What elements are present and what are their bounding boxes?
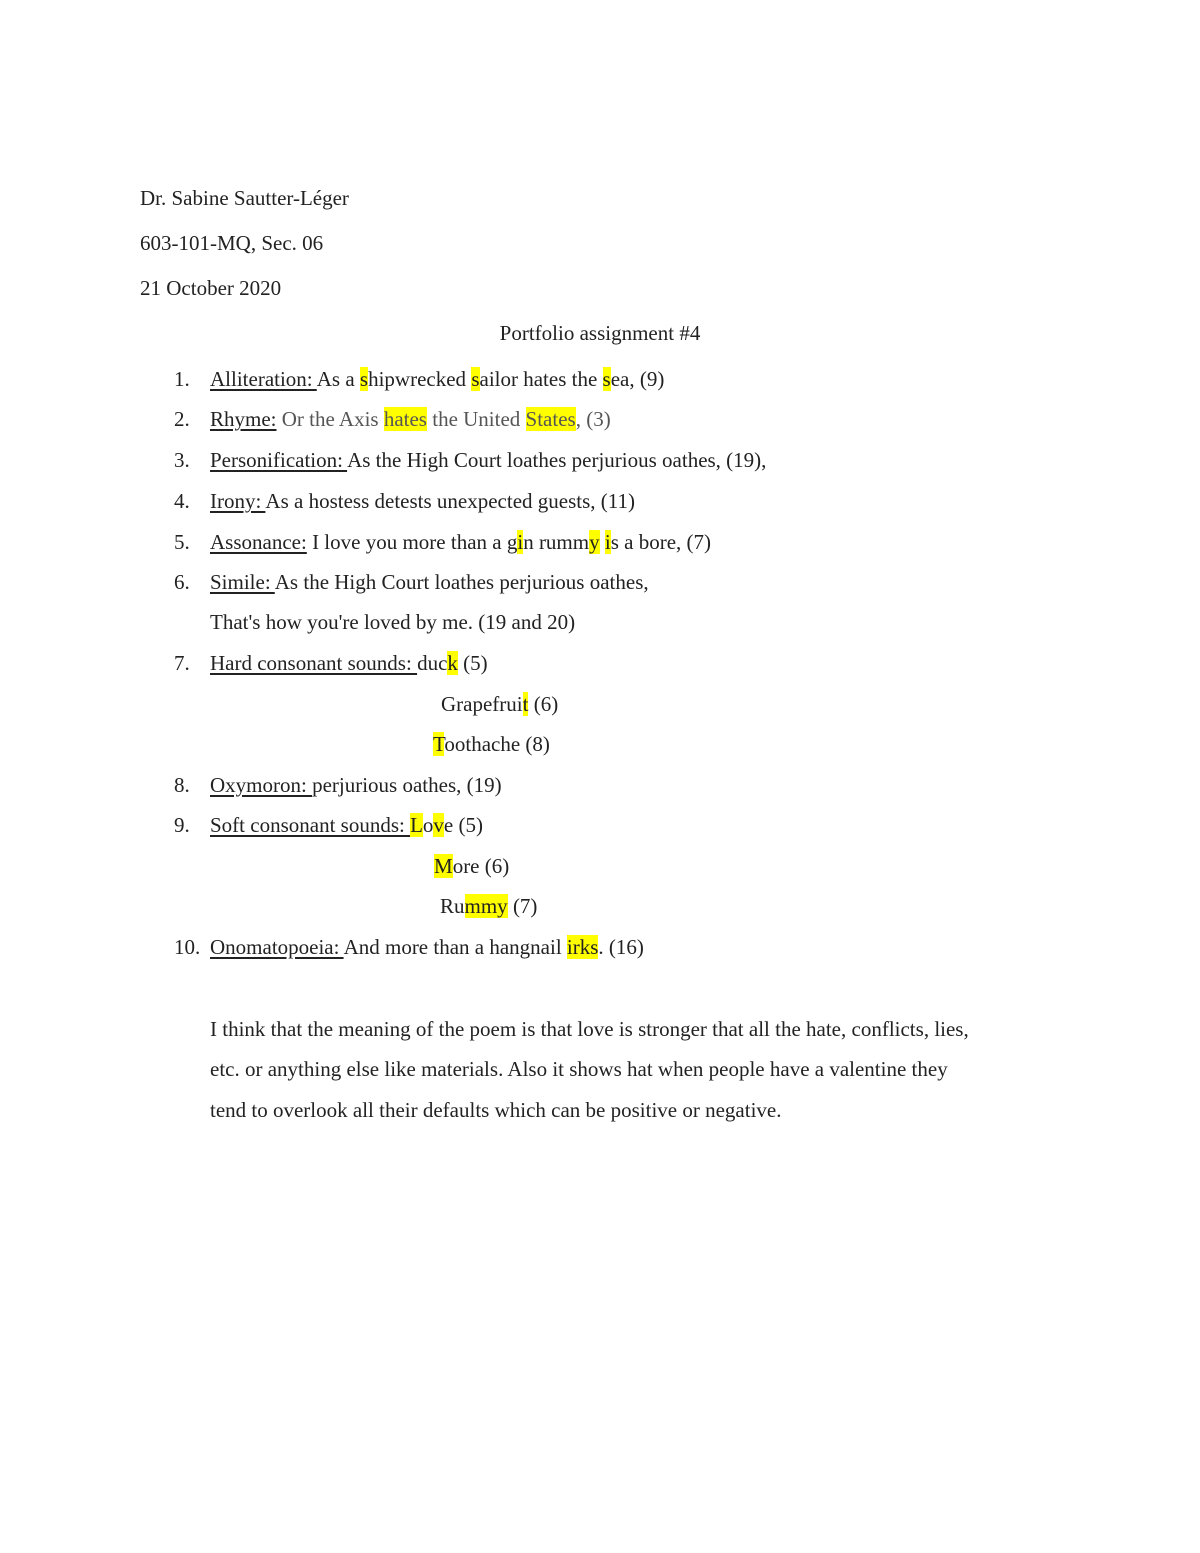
item-text: As the High Court loathes perjurious oathes, [274, 570, 649, 594]
item-text: , (3) [575, 407, 611, 431]
item-term: Onomatopoeia: [210, 935, 344, 959]
highlight: mmy [464, 894, 508, 918]
highlight: L [410, 813, 423, 837]
item-number: 7. [174, 651, 190, 675]
soft-consonant-example [434, 853, 509, 879]
page-title: Portfolio assignment #4 [499, 321, 701, 345]
item-text: duc [417, 651, 448, 675]
item-text: the United [426, 407, 526, 431]
simile-continuation: That's how you're loved by me. (19 and 20) [210, 610, 576, 634]
paragraph-line: etc. or anything else like materials. Also it shows hat when people have a valentine they [210, 1057, 948, 1081]
item-number: 6. [174, 570, 190, 594]
item-number: 5. [174, 530, 190, 554]
highlight: States [525, 407, 576, 431]
highlight: irks [566, 935, 599, 959]
item-term: Soft consonant sounds: [210, 813, 411, 837]
highlight: M [434, 854, 453, 878]
item-text: perjurious oathes, (19) [312, 773, 502, 797]
item-text: Or the Axis [276, 407, 384, 431]
paragraph-line: tend to overlook all their defaults which can be positive or negative. [210, 1098, 782, 1122]
hard-consonant-example [433, 731, 550, 757]
item-text: As a hostess detests unexpected guests, (11) [265, 489, 635, 513]
document-date: 21 October 2020 [140, 276, 282, 300]
item-text: I love you more than a g [306, 530, 518, 554]
item-number: 8. [174, 773, 190, 797]
item-text: oothache (8) [444, 732, 550, 756]
item-text: And more than a hangnail [343, 935, 567, 959]
item-term: Oxymoron: [210, 773, 313, 797]
item-text: (6) [528, 692, 559, 716]
item-number: 2. [174, 407, 190, 431]
item-number: 10. [174, 935, 201, 959]
item-term: Hard consonant sounds: [210, 651, 418, 675]
item-text: Ru [440, 894, 465, 918]
paragraph-line: I think that the meaning of the poem is that love is stronger that all the hate, conflicts, lies, [210, 1017, 969, 1041]
highlight: v [433, 813, 444, 837]
item-term: Irony: [210, 489, 266, 513]
item-text: (7) [507, 894, 538, 918]
item-text: e (5) [443, 813, 483, 837]
item-text: hipwrecked [368, 367, 472, 391]
highlight: y [589, 530, 600, 554]
highlight: s [359, 367, 369, 391]
item-text: ailor hates the [479, 367, 603, 391]
item-term: Alliteration: [210, 367, 317, 391]
item-term: Rhyme: [210, 407, 277, 431]
item-text: s a bore, (7) [610, 530, 711, 554]
highlight: s [602, 367, 611, 391]
item-number: 3. [174, 448, 190, 472]
highlight: i [604, 530, 611, 554]
soft-consonant-example [440, 893, 537, 919]
item-text: ea, (9) [610, 367, 665, 391]
highlight: i [517, 530, 524, 554]
item-number: 9. [174, 813, 190, 837]
course-code: 603-101-MQ, Sec. 06 [140, 231, 324, 255]
item-text: As a [316, 367, 360, 391]
item-text: (5) [457, 651, 488, 675]
highlight: k [447, 651, 458, 675]
instructor-name: Dr. Sabine Sautter-Léger [140, 186, 349, 210]
item-text: As the High Court loathes perjurious oathes, (19), [347, 448, 767, 472]
highlight: T [433, 732, 445, 756]
highlight: hates [383, 407, 427, 431]
item-term: Simile: [210, 570, 275, 594]
item-text: o [422, 813, 434, 837]
highlight: t [522, 692, 529, 716]
item-text: n rumm [523, 530, 590, 554]
item-term: Assonance: [210, 530, 307, 554]
item-term: Personification: [210, 448, 348, 472]
item-text: Grapefrui [441, 692, 523, 716]
item-text: ore (6) [452, 854, 510, 878]
item-text: . (16) [598, 935, 644, 959]
item-number: 4. [174, 489, 190, 513]
highlight: s [471, 367, 480, 391]
item-number: 1. [174, 367, 190, 391]
hard-consonant-example [441, 691, 558, 717]
